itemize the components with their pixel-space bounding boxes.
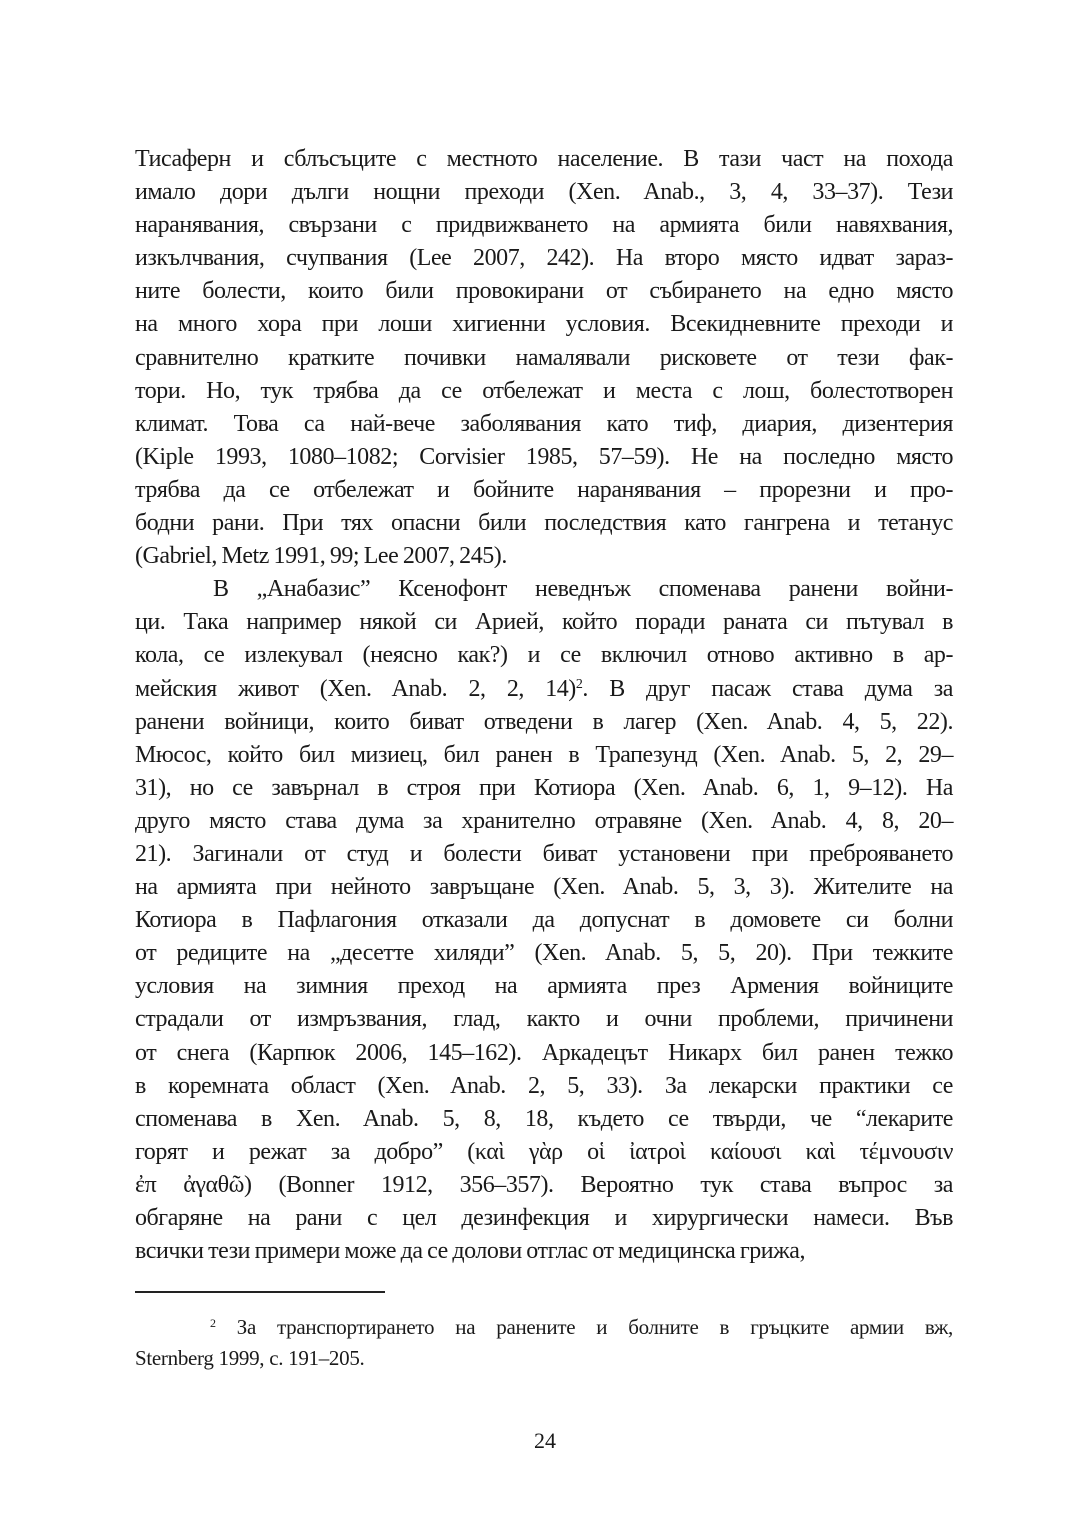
text-line — [135, 408, 953, 441]
line-text: (Kiple 1993, 1080–1082; Corvisier 1985, 57–59). Не на последно място — [135, 443, 953, 470]
text-line — [135, 573, 953, 606]
line-text: от редиците на „десетте хиляди” (Xen. Anab. 5, 5, 20). При тежките — [135, 940, 953, 967]
text-line — [135, 937, 953, 970]
text-line — [135, 805, 953, 838]
text-line — [135, 342, 953, 375]
line-text: кола, се излекувал (неясно как?) и се включил отново активно в ар- — [135, 642, 953, 669]
line-text: изкълчвания, счупвания (Lee 2007, 242). На второ място идват зараз- — [135, 245, 953, 272]
line-text: споменава в Xen. Anab. 5, 8, 18, където се твърди, че “лекарите — [135, 1105, 953, 1132]
text-line — [135, 1037, 953, 1070]
line-text: обгаряне на рани с цел дезинфекция и хирургически намеси. Във — [135, 1205, 953, 1231]
text-line — [135, 375, 953, 408]
text-line — [135, 706, 953, 739]
text-line — [135, 441, 953, 474]
line-text: 21). Загинали от студ и болести биват установени при преброяването — [135, 840, 953, 867]
text-line — [135, 606, 953, 639]
text-line — [135, 209, 953, 242]
text-line — [135, 143, 953, 176]
line-text: тори. Но, тук трябва да се отбележат и места с лош, болестотворен — [135, 377, 953, 404]
line-text: трябва да се отбележат и бойните наранявания – прорезни и про- — [135, 476, 953, 503]
footnote-line: Sternberg 1999, с. 191–205. — [135, 1346, 365, 1370]
body-text — [135, 143, 953, 1268]
line-text: мейския живот (Xen. Anab. 2, 2, 14) — [135, 675, 576, 702]
text-line — [135, 308, 953, 341]
line-text: горят и режат за добро” (καὶ γὰρ οἱ ἰατροὶ καίουσι καὶ τέμνουσιν — [135, 1138, 953, 1165]
text-line — [135, 838, 953, 871]
text-line — [135, 1169, 953, 1202]
line-text: ци. Така например някой си Арией, който поради раната си пътувал в — [135, 609, 953, 636]
text-line — [135, 242, 953, 275]
line-text: климат. Това са най-вече заболявания като тиф, диария, дизентерия — [135, 410, 953, 437]
text-line — [135, 1003, 953, 1036]
line-text: страдали от измръзвания, глад, както и очни проблеми, причинени — [135, 1006, 953, 1033]
footnote-line — [135, 1312, 953, 1343]
line-text: на много хора при лоши хигиенни условия. Всекидневните преходи и — [135, 311, 953, 338]
line-text: всички тези примери може да се долови отглас от медицинска грижа, — [135, 1238, 806, 1265]
text-line — [135, 871, 953, 904]
line-text: Тисаферн и сблъсъците с местното население. В тази част на похода — [135, 146, 953, 172]
line-text: 31), но се завърнал в строя при Котиора (Xen. Anab. 6, 1, 9–12). На — [135, 774, 953, 801]
text-line — [135, 1070, 953, 1103]
text-line — [135, 904, 953, 937]
line-text: наранявания, свързани с придвижването на армията били навяхвания, — [135, 212, 953, 239]
line-text: друго място става дума за хранително отравяне (Xen. Anab. 4, 8, 20– — [135, 807, 953, 834]
line-text: ните болести, които били провокирани от събирането на едно място — [135, 278, 953, 305]
footnote-separator — [135, 1291, 385, 1293]
line-text: сравнително кратките почивки намалявали рисковете от тези фак- — [135, 344, 953, 371]
line-text: ранени войници, които биват отведени в лагер (Xen. Anab. 4, 5, 22). — [135, 708, 953, 735]
text-line — [135, 970, 953, 1003]
line-text: Мюсос, който бил мизиец, бил ранен в Трапезунд (Xen. Anab. 5, 2, 29– — [135, 741, 953, 768]
page-number: 24 — [534, 1428, 556, 1453]
text-line — [135, 1202, 953, 1235]
text-line — [135, 1235, 953, 1268]
footnote-text: За транспортирането на ранените и болните в гръцките армии вж, — [236, 1315, 953, 1339]
line-text: имало дори дълги нощни преходи (Xen. Anab., 3, 4, 33–37). Тези — [135, 179, 953, 206]
text-line — [135, 772, 953, 805]
footnote-reference[interactable]: 2 — [575, 676, 583, 692]
line-text: ἐπ ἀγαθῶ) (Bonner 1912, 356–357). Вероятно тук става въпрос за — [135, 1171, 953, 1198]
text-line — [135, 739, 953, 772]
line-text: условия на зимния преход на армията през Армения войниците — [135, 973, 953, 1000]
text-line — [135, 673, 953, 706]
text-line — [135, 1103, 953, 1136]
text-line — [135, 176, 953, 209]
text-line — [135, 474, 953, 507]
text-line — [135, 1136, 953, 1169]
line-text: от снега (Карпюк 2006, 145–162). Аркадецът Никарх бил ранен тежко — [135, 1039, 953, 1066]
line-text: (Gabriel, Metz 1991, 99; Lee 2007, 245). — [135, 543, 507, 570]
line-text: В „Анабазис” Ксенофонт неведнъж споменава ранени войни- — [213, 576, 953, 603]
line-text: в коремната област (Xen. Anab. 2, 5, 33). За лекарски практики се — [135, 1072, 953, 1099]
line-text: Котиора в Пафлагония отказали да допуснат в домовете си болни — [135, 907, 953, 934]
text-line — [135, 275, 953, 308]
line-text: бодни рани. При тях опасни били последствия като гангрена и тетанус — [135, 510, 953, 537]
text-line — [135, 540, 953, 573]
line-text: . В друг пасаж става дума за — [582, 675, 953, 702]
footnote-number: 2 — [210, 1316, 216, 1330]
text-line — [135, 507, 953, 540]
line-text: на армията при нейното завръщане (Xen. Anab. 5, 3, 3). Жителите на — [135, 874, 953, 901]
footnote — [135, 1312, 953, 1374]
text-line — [135, 639, 953, 672]
